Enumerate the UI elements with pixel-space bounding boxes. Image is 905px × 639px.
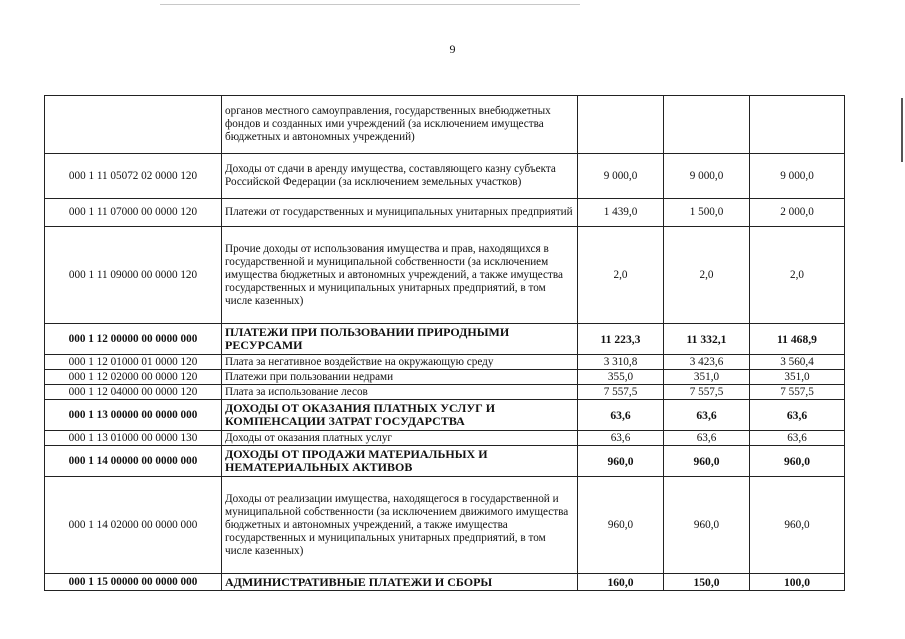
value-year-2-cell: 2,0	[664, 227, 750, 324]
scan-edge-mark	[901, 98, 903, 162]
value-year-3-cell: 7 557,5	[750, 385, 845, 400]
value-year-1-cell: 63,6	[578, 431, 664, 446]
table-row	[45, 154, 845, 199]
value-year-1-cell: 7 557,5	[578, 385, 664, 400]
value-year-1-cell: 3 310,8	[578, 355, 664, 370]
value-year-2-cell: 960,0	[664, 446, 750, 477]
value-year-2-cell	[664, 96, 750, 154]
value-year-1-cell: 9 000,0	[578, 154, 664, 199]
value-year-3-cell: 100,0	[750, 574, 845, 591]
value-year-3-cell: 63,6	[750, 400, 845, 431]
description-cell: Прочие доходы от использования имущества и прав, находящихся в государственной и муниципальной собственности (за исключением имущества бюджетных и автономных учреждений, а также имущества государственных и муниципальных унитарных предприятий, в том числе казенных)	[222, 227, 578, 324]
table-row	[45, 431, 845, 446]
value-year-3-cell: 9 000,0	[750, 154, 845, 199]
revenue-table	[44, 95, 845, 591]
description-cell: ДОХОДЫ ОТ ОКАЗАНИЯ ПЛАТНЫХ УСЛУГ И КОМПЕНСАЦИИ ЗАТРАТ ГОСУДАРСТВА	[222, 400, 578, 431]
value-year-2-cell: 351,0	[664, 370, 750, 385]
table-row	[45, 227, 845, 324]
description-cell: ДОХОДЫ ОТ ПРОДАЖИ МАТЕРИАЛЬНЫХ И НЕМАТЕРИАЛЬНЫХ АКТИВОВ	[222, 446, 578, 477]
value-year-1-cell: 11 223,3	[578, 324, 664, 355]
budget-code-cell: 000 1 14 02000 00 0000 000	[45, 477, 222, 574]
budget-code-cell: 000 1 11 09000 00 0000 120	[45, 227, 222, 324]
budget-code-cell	[45, 96, 222, 154]
scan-edge-line	[160, 4, 580, 5]
value-year-3-cell: 63,6	[750, 431, 845, 446]
value-year-2-cell: 9 000,0	[664, 154, 750, 199]
value-year-3-cell: 351,0	[750, 370, 845, 385]
value-year-1-cell: 355,0	[578, 370, 664, 385]
value-year-1-cell: 2,0	[578, 227, 664, 324]
value-year-3-cell: 11 468,9	[750, 324, 845, 355]
value-year-2-cell: 150,0	[664, 574, 750, 591]
description-cell: Доходы от оказания платных услуг	[222, 431, 578, 446]
value-year-2-cell: 3 423,6	[664, 355, 750, 370]
table-row	[45, 199, 845, 227]
value-year-1-cell: 63,6	[578, 400, 664, 431]
value-year-1-cell: 1 439,0	[578, 199, 664, 227]
budget-code-cell: 000 1 12 04000 00 0000 120	[45, 385, 222, 400]
section-row	[45, 574, 845, 591]
value-year-3-cell: 960,0	[750, 477, 845, 574]
value-year-1-cell: 960,0	[578, 446, 664, 477]
table-row	[45, 370, 845, 385]
budget-code-cell: 000 1 13 01000 00 0000 130	[45, 431, 222, 446]
description-cell: Доходы от реализации имущества, находящегося в государственной и муниципальной собственности (за исключением движимого имущества бюджетных и автономных учреждений, а также имущества государственных и муниципальных унитарных предприятий, в том числе казенных)	[222, 477, 578, 574]
value-year-3-cell	[750, 96, 845, 154]
revenue-table-body	[45, 96, 845, 591]
value-year-2-cell: 960,0	[664, 477, 750, 574]
value-year-1-cell: 160,0	[578, 574, 664, 591]
value-year-3-cell: 3 560,4	[750, 355, 845, 370]
budget-code-cell: 000 1 14 00000 00 0000 000	[45, 446, 222, 477]
budget-code-cell: 000 1 12 00000 00 0000 000	[45, 324, 222, 355]
budget-code-cell: 000 1 12 01000 01 0000 120	[45, 355, 222, 370]
value-year-1-cell	[578, 96, 664, 154]
section-row	[45, 446, 845, 477]
value-year-3-cell: 2 000,0	[750, 199, 845, 227]
table-row	[45, 385, 845, 400]
description-cell: Платежи от государственных и муниципальных унитарных предприятий	[222, 199, 578, 227]
budget-code-cell: 000 1 15 00000 00 0000 000	[45, 574, 222, 591]
table-row	[45, 96, 845, 154]
value-year-2-cell: 63,6	[664, 431, 750, 446]
value-year-2-cell: 7 557,5	[664, 385, 750, 400]
table-row	[45, 355, 845, 370]
description-cell: Плата за использование лесов	[222, 385, 578, 400]
description-cell: Доходы от сдачи в аренду имущества, составляющего казну субъекта Российской Федерации (за исключением земельных участков)	[222, 154, 578, 199]
value-year-3-cell: 2,0	[750, 227, 845, 324]
section-row	[45, 324, 845, 355]
description-cell: Платежи при пользовании недрами	[222, 370, 578, 385]
description-cell: АДМИНИСТРАТИВНЫЕ ПЛАТЕЖИ И СБОРЫ	[222, 574, 578, 591]
description-cell: органов местного самоуправления, государственных внебюджетных фондов и созданных ими учреждений (за исключением имущества бюджетных и автономных учреждений)	[222, 96, 578, 154]
budget-code-cell: 000 1 13 00000 00 0000 000	[45, 400, 222, 431]
page-number: 9	[449, 42, 456, 56]
section-row	[45, 400, 845, 431]
table-row	[45, 477, 845, 574]
budget-code-cell: 000 1 12 02000 00 0000 120	[45, 370, 222, 385]
value-year-2-cell: 11 332,1	[664, 324, 750, 355]
description-cell: ПЛАТЕЖИ ПРИ ПОЛЬЗОВАНИИ ПРИРОДНЫМИ РЕСУРСАМИ	[222, 324, 578, 355]
budget-code-cell: 000 1 11 05072 02 0000 120	[45, 154, 222, 199]
description-cell: Плата за негативное воздействие на окружающую среду	[222, 355, 578, 370]
value-year-2-cell: 63,6	[664, 400, 750, 431]
budget-code-cell: 000 1 11 07000 00 0000 120	[45, 199, 222, 227]
value-year-2-cell: 1 500,0	[664, 199, 750, 227]
value-year-3-cell: 960,0	[750, 446, 845, 477]
value-year-1-cell: 960,0	[578, 477, 664, 574]
